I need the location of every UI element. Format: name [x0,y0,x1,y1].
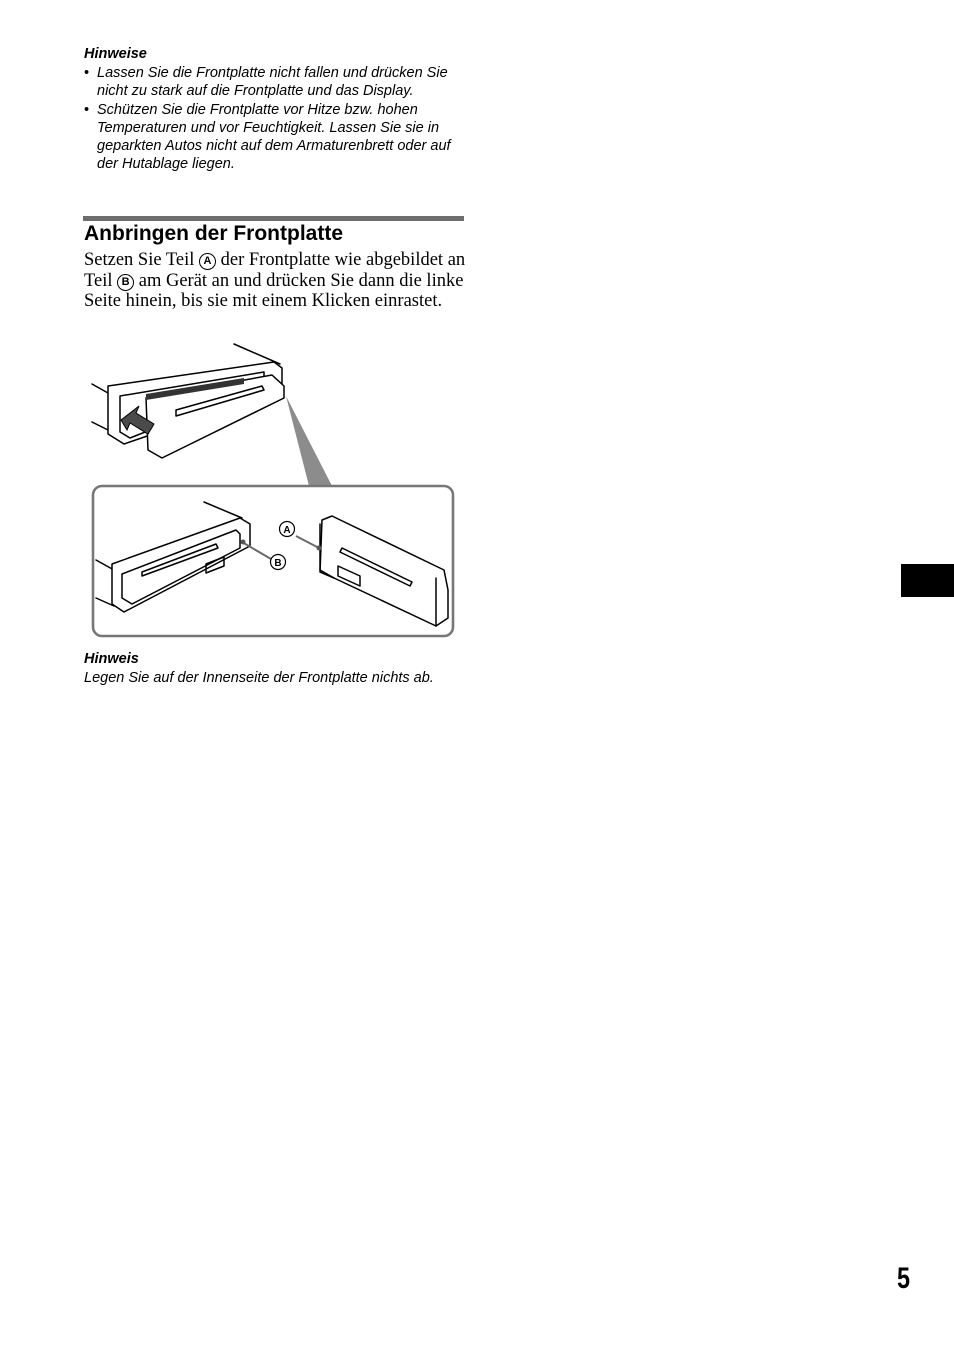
section-heading: Anbringen der Frontplatte [84,222,343,245]
hint-text: Legen Sie auf der Innenseite der Frontplatte nichts ab. [84,670,434,686]
section-rule [83,216,464,221]
callout-b-label: B [274,558,282,569]
note-item: • Lassen Sie die Frontplatte nicht fallen und drücken Sie nicht zu stark auf die Frontplatte und das Display. [84,64,469,101]
callout-a-label: A [283,525,291,536]
instruction-text-part: Setzen Sie Teil [84,250,199,270]
hint-title: Hinweis [84,651,139,667]
instruction-text [84,250,469,312]
note-item: • Schützen Sie die Frontplatte vor Hitze bzw. hohen Temperaturen und vor Feuchtigkeit. Lassen Sie sie in geparkten Autos nicht auf dem Armaturenbrett oder auf der Hutablage liegen. [84,101,469,174]
frontplate-illustration [84,338,456,640]
marker-b: B [117,274,134,291]
notes-list [84,64,469,174]
notes-title: Hinweise [84,46,147,62]
instruction-text-part: der Frontplatte wie abgebildet an Teil [84,250,466,291]
instruction-text-part: am Gerät an und drücken Sie dann die linke Seite hinein, bis sie mit einem Klicken einrastet. [84,270,464,312]
side-tab-marker [901,564,954,597]
marker-a: A [199,253,216,270]
page-number: 5 [897,1262,911,1295]
